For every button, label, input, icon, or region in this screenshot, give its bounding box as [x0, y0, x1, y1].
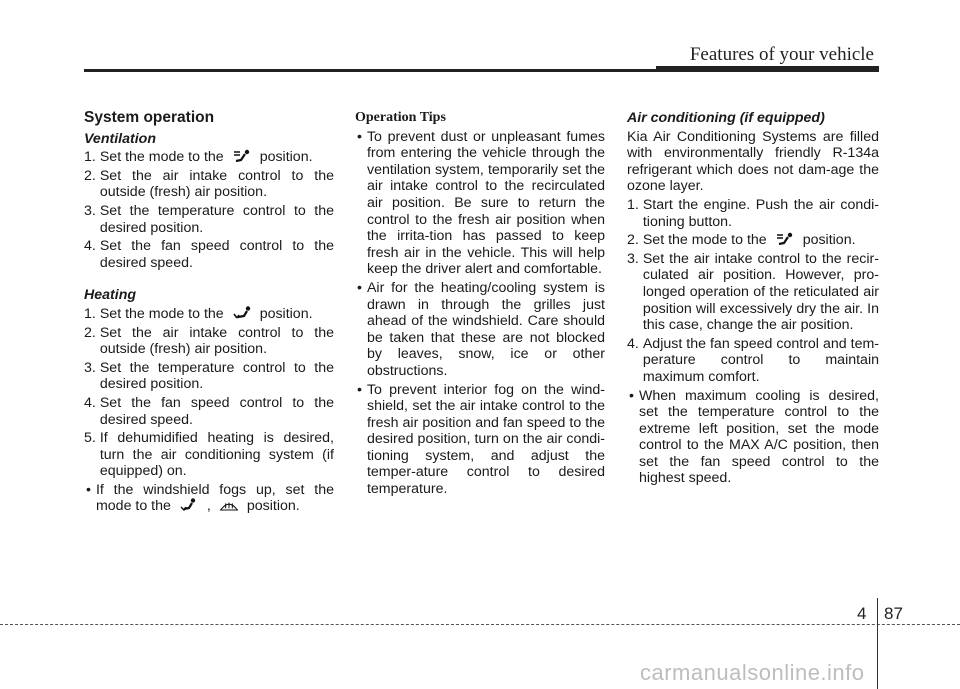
list-item: 1. Start the engine. Push the air condi-tioning button.: [627, 196, 879, 230]
list-item: 3. Set the temperature control to the desired position.: [84, 202, 334, 236]
ventilation-title: Ventilation: [84, 130, 156, 147]
column-left: [84, 110, 334, 517]
list-item: 3. Set the air intake control to the recir-culated air position. However, pro-longed operation of the reticulated air position will excessively dry the air. In this case, change the air position.: [627, 250, 879, 334]
floor-defrost-mode-icon: [179, 498, 199, 512]
page-header-title: Features of your vehicle: [689, 44, 874, 65]
chapter-number: 4: [857, 604, 867, 623]
list-item: 4. Adjust the fan speed control and tem-perature control to maintain maximum comfort.: [627, 335, 879, 385]
list-item: • To prevent dust or unpleasant fumes from entering the vehicle through the ventilation system, temporarily set the air intake control to the recirculated air position. Be sure to return the control to the fresh air position when the irrita-tion has passed to keep fresh air in the vehicle. This will help keep the driver alert and comfortable.: [357, 128, 605, 278]
list-item: 4. Set the fan speed control to the desired speed.: [84, 394, 334, 428]
list-item: 1. Set the mode to the position.: [84, 305, 313, 322]
list-item: 1. Set the mode to the position.: [84, 149, 313, 166]
defrost-mode-icon: [219, 498, 239, 512]
air-conditioning-title: Air conditioning (if equipped): [627, 110, 825, 126]
column-middle: [355, 110, 605, 500]
section-title: System operation: [84, 109, 215, 126]
face-vent-mode-icon: [232, 149, 252, 163]
list-item: 2. Set the air intake control to the outside (fresh) air position.: [84, 324, 334, 358]
list-item: 2. Set the mode to the position.: [627, 232, 856, 249]
intro-paragraph: Kia Air Conditioning Systems are filled with environmentally friendly R-134a refrigerant which does not dam-age the ozone layer.: [627, 128, 879, 195]
list-item: • To prevent interior fog on the wind-shield, set the air intake control to the fresh air position and fan speed to the desired position, turn on the air condi-tioning system, and adjust the temper-ature control to desired temperature.: [357, 381, 605, 498]
list-item: • If the windshield fogs up, set the mode to the , position.: [86, 481, 334, 515]
face-vent-mode-icon: [775, 232, 795, 246]
operation-tips-title: Operation Tips: [355, 110, 446, 125]
column-right: [627, 110, 879, 489]
header-rule-accent: [656, 66, 879, 72]
list-item: • Air for the heating/cooling system is drawn in through the grilles just ahead of the windshield. Care should be taken that these are not blocked by leaves, snow, ice or other obstructions.: [357, 279, 605, 379]
page-number: 87: [884, 604, 903, 623]
floor-mode-icon: [232, 306, 252, 320]
list-item: 5. If dehumidified heating is desired, turn the air conditioning system (if equipped) on.: [84, 430, 334, 480]
list-item: • When maximum cooling is desired, set the temperature control to the extreme left position, set the mode control to the MAX A/C position, then set the fan speed control to the highest speed.: [629, 387, 879, 487]
list-item: 3. Set the temperature control to the desired position.: [84, 359, 334, 393]
list-item: 4. Set the fan speed control to the desired speed.: [84, 238, 334, 271]
footer-rule: [0, 624, 960, 625]
heating-title: Heating: [84, 287, 137, 304]
list-item: 2. Set the air intake control to the outside (fresh) air position.: [84, 167, 334, 201]
watermark: carmanualsonline.info: [640, 660, 865, 685]
footer-divider: [877, 598, 878, 689]
